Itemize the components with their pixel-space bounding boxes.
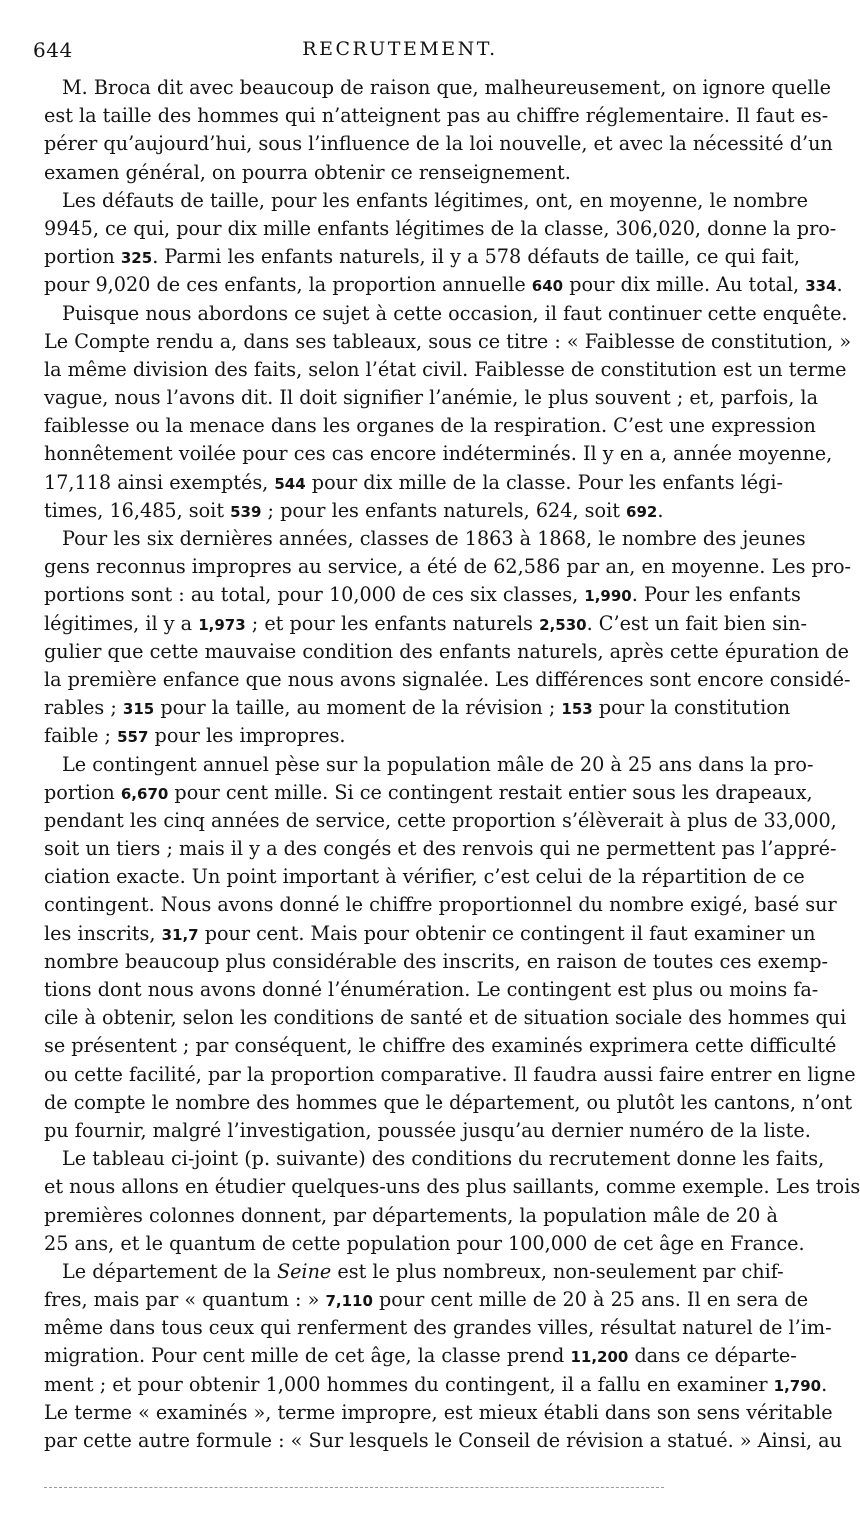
text-run: pour dix mille. Au total, xyxy=(563,273,806,297)
bold-figure: 1,990 xyxy=(584,587,632,606)
text-line xyxy=(44,497,760,525)
text-run: . xyxy=(821,1372,828,1396)
text-line xyxy=(44,159,760,187)
text-line xyxy=(44,694,791,722)
text-line xyxy=(44,920,816,948)
text-line xyxy=(44,1371,828,1399)
text-line xyxy=(44,1286,809,1314)
text-line xyxy=(44,1399,833,1427)
text-run: ciation exacte. Un point important à vérifier, c’est celui de la répartition de ce xyxy=(44,865,805,889)
text-run: Le terme « examinés », terme impropre, est mieux établi dans son sens véritable xyxy=(44,1400,833,1424)
footer-rule xyxy=(44,1487,664,1488)
text-run: pour les impropres. xyxy=(148,724,346,748)
text-line xyxy=(44,1173,860,1201)
paragraph xyxy=(44,1258,842,1455)
text-line xyxy=(44,215,837,243)
paragraph xyxy=(44,300,852,526)
text-run: est la taille des hommes qui n’atteignent pas au chiffre réglementaire. Il faut es- xyxy=(44,104,829,128)
text-run: même dans tous ceux qui renferment des grandes villes, résultat naturel de l’im- xyxy=(44,1316,832,1340)
bold-figure: 6,670 xyxy=(120,784,169,803)
text-line xyxy=(44,1258,784,1286)
bold-figure: 692 xyxy=(626,502,658,521)
text-line xyxy=(44,328,852,356)
running-head: RECRUTEMENT. xyxy=(302,38,498,60)
text-run: pu fournir, malgré l’investigation, poussée jusqu’au dernier numéro de la liste. xyxy=(44,1118,811,1142)
text-run: cile à obtenir, selon les conditions de santé et de situation sociale des hommes qui xyxy=(44,1006,847,1030)
text-line xyxy=(44,130,833,158)
text-run: est le plus nombreux, non-seulement par chif- xyxy=(331,1259,784,1283)
text-run: 25 ans, et le quantum de cette population pour 100,000 de cet âge en France. xyxy=(44,1231,805,1255)
text-run: pérer qu’aujourd’hui, sous l’influence de la loi nouvelle, et avec la nécessité d’un xyxy=(44,132,833,156)
text-run: premières colonnes donnent, par départements, la population mâle de 20 à xyxy=(44,1203,778,1227)
text-line xyxy=(44,835,837,863)
text-line xyxy=(44,243,800,271)
text-run: nombre beaucoup plus considérable des inscrits, en raison de toutes ces exemp- xyxy=(44,949,829,973)
text-run: migration. Pour cent mille de cet âge, la classe prend xyxy=(44,1344,571,1368)
text-run: 9945, ce qui, pour dix mille enfants légitimes de la classe, 306,020, donne la pro- xyxy=(44,216,837,240)
text-run: soit un tiers ; mais il y a des congés et des renvois qui ne permettent pas l’appré- xyxy=(44,837,837,861)
text-line xyxy=(44,1004,847,1032)
bold-figure: 1,790 xyxy=(773,1376,822,1395)
text-line xyxy=(44,610,807,638)
text-line xyxy=(44,102,829,130)
text-run: portion xyxy=(44,245,121,269)
text-line xyxy=(44,891,837,919)
paragraph xyxy=(44,751,856,1146)
text-run: les inscrits, xyxy=(44,921,162,945)
text-run: Pour les six dernières années, classes de 1863 à 1868, le nombre des jeunes xyxy=(62,527,806,550)
text-run: gulier que cette mauvaise condition des enfants naturels, après cette épuration de xyxy=(44,639,849,663)
bold-figure: 539 xyxy=(230,502,262,521)
text-line xyxy=(44,863,805,891)
text-run: ou cette facilité, par la proportion comparative. Il faudra aussi faire entrer en ligne xyxy=(44,1062,856,1086)
text-run: gens reconnus impropres au service, a été de 62,586 par an, en moyenne. Les pro- xyxy=(44,555,851,579)
text-run: portions sont : au total, pour 10,000 de ces six classes, xyxy=(44,583,585,607)
text-run: M. Broca dit avec beaucoup de raison que, malheureusement, on ignore quelle xyxy=(62,76,831,99)
bold-figure: 2,530 xyxy=(539,615,587,634)
text-line xyxy=(44,948,829,976)
text-run: pour la taille, au moment de la révision ; xyxy=(154,696,562,720)
text-line xyxy=(44,976,819,1004)
text-run: Le contingent annuel pèse sur la population mâle de 20 à 25 ans dans la pro- xyxy=(62,752,814,776)
text-line xyxy=(44,469,784,497)
text-run: contingent. Nous avons donné le chiffre proportionnel du nombre exigé, basé sur xyxy=(44,893,837,917)
text-line xyxy=(44,1117,811,1145)
text-line xyxy=(44,300,848,328)
text-run: . C’est un fait bien sin- xyxy=(586,611,807,635)
text-run: et nous allons en étudier quelques-uns des plus saillants, comme exemple. Les trois xyxy=(44,1175,860,1199)
text-run: de compte le nombre des hommes que le département, ou plutôt les cantons, n’ont xyxy=(44,1090,853,1114)
text-line xyxy=(44,1202,778,1230)
text-run: portion xyxy=(44,780,121,804)
bold-figure: 31,7 xyxy=(161,925,199,944)
text-run: . Parmi les enfants naturels, il y a 578 défauts de taille, ce qui fait, xyxy=(152,245,800,269)
text-run: Puisque nous abordons ce sujet à cette occasion, il faut continuer cette enquête. xyxy=(62,301,848,325)
text-run: times, 16,485, soit xyxy=(44,498,231,522)
page-header xyxy=(33,36,767,68)
bold-figure: 11,200 xyxy=(570,1348,629,1367)
text-run: fres, mais par « quantum : » xyxy=(44,1288,326,1312)
text-run: faible ; xyxy=(44,724,118,748)
text-run: . xyxy=(657,498,664,522)
text-run: faiblesse ou la menace dans les organes de la respiration. C’est une expression xyxy=(44,414,816,438)
text-line xyxy=(44,440,833,468)
text-line xyxy=(44,525,806,553)
text-line xyxy=(44,412,816,440)
text-line xyxy=(44,751,814,779)
bold-figure: 334 xyxy=(805,277,837,296)
text-line xyxy=(44,581,801,609)
text-line xyxy=(44,1061,856,1089)
text-line xyxy=(44,356,847,384)
paragraph xyxy=(44,1145,860,1258)
text-line xyxy=(44,1314,832,1342)
bold-figure: 557 xyxy=(117,728,149,747)
text-body xyxy=(44,74,860,1455)
bold-figure: 153 xyxy=(561,700,593,719)
text-run: . xyxy=(836,273,843,297)
text-run: Le département de la xyxy=(62,1259,277,1283)
text-run: vague, nous l’avons dit. Il doit signifier l’anémie, le plus souvent ; et, parfois, la xyxy=(44,386,819,410)
text-line xyxy=(44,1032,837,1060)
text-run: pour dix mille de la classe. Pour les enfants légi- xyxy=(305,470,784,494)
text-line xyxy=(44,807,837,835)
text-run: . Pour les enfants xyxy=(631,583,801,607)
paragraph xyxy=(44,74,833,187)
text-run: par cette autre formule : « Sur lesquels le Conseil de révision a statué. » Ainsi, au xyxy=(44,1429,842,1452)
bold-figure: 1,973 xyxy=(198,615,246,634)
text-line xyxy=(44,271,843,299)
bold-figure: 325 xyxy=(120,249,153,268)
paragraph xyxy=(44,525,851,751)
text-run: la première enfance que nous avons signalée. Les différences sont encore considé- xyxy=(44,667,851,691)
text-line xyxy=(44,384,819,412)
text-run: examen général, on pourra obtenir ce renseignement. xyxy=(44,160,571,184)
text-run: tions dont nous avons donné l’énumération. Le contingent est plus ou moins fa- xyxy=(44,978,819,1001)
text-run: dans ce départe- xyxy=(628,1344,797,1368)
text-run: ment ; et pour obtenir 1,000 hommes du contingent, il a fallu en examiner xyxy=(44,1372,774,1396)
bold-figure: 315 xyxy=(122,700,155,719)
text-run: pour la constitution xyxy=(592,696,791,720)
text-run: Le tableau ci-joint (p. suivante) des conditions du recrutement donne les faits, xyxy=(62,1147,825,1171)
text-line xyxy=(44,1427,842,1455)
text-run: pour cent mille. Si ce contingent restait entier sous les drapeaux, xyxy=(168,780,813,804)
text-line xyxy=(44,722,760,750)
text-run: pendant les cinq années de service, cette proportion s’élèverait à plus de 33,000, xyxy=(44,808,837,832)
text-run: rables ; xyxy=(44,696,123,720)
text-run: légitimes, il y a xyxy=(44,611,199,635)
text-line xyxy=(44,666,851,694)
text-run: pour cent. Mais pour obtenir ce contingent il faut examiner un xyxy=(198,921,816,945)
text-run: ; et pour les enfants naturels xyxy=(245,611,540,635)
bold-figure: 544 xyxy=(274,474,306,493)
text-line xyxy=(44,1230,805,1258)
text-line xyxy=(44,1342,797,1370)
text-run: la même division des faits, selon l’état civil. Faiblesse de constitution est un terme xyxy=(44,357,847,381)
bold-figure: 7,110 xyxy=(325,1292,373,1311)
paragraph xyxy=(44,187,843,300)
text-line xyxy=(44,187,808,215)
text-line xyxy=(44,638,849,666)
italic-term: Seine xyxy=(276,1259,332,1283)
page-number: 644 xyxy=(33,38,73,62)
text-run: Le Compte rendu a, dans ses tableaux, sous ce titre : « Faiblesse de constitution, » xyxy=(44,329,852,353)
text-run: pour 9,020 de ces enfants, la proportion annuelle xyxy=(44,273,532,297)
text-run: se présentent ; par conséquent, le chiffre des examinés exprimera cette difficulté xyxy=(44,1034,837,1058)
text-run: pour cent mille de 20 à 25 ans. Il en sera de xyxy=(372,1288,809,1312)
text-line xyxy=(44,1145,825,1173)
text-line xyxy=(44,553,851,581)
text-run: ; pour les enfants naturels, 624, soit xyxy=(261,498,627,522)
text-run: 17,118 ainsi exemptés, xyxy=(44,470,275,494)
bold-figure: 640 xyxy=(531,277,564,296)
text-run: Les défauts de taille, pour les enfants légitimes, ont, en moyenne, le nombre xyxy=(62,188,808,212)
text-line xyxy=(44,74,831,102)
text-line xyxy=(44,779,813,807)
text-run: honnêtement voilée pour ces cas encore indéterminés. Il y en a, année moyenne, xyxy=(44,442,833,466)
text-line xyxy=(44,1089,853,1117)
